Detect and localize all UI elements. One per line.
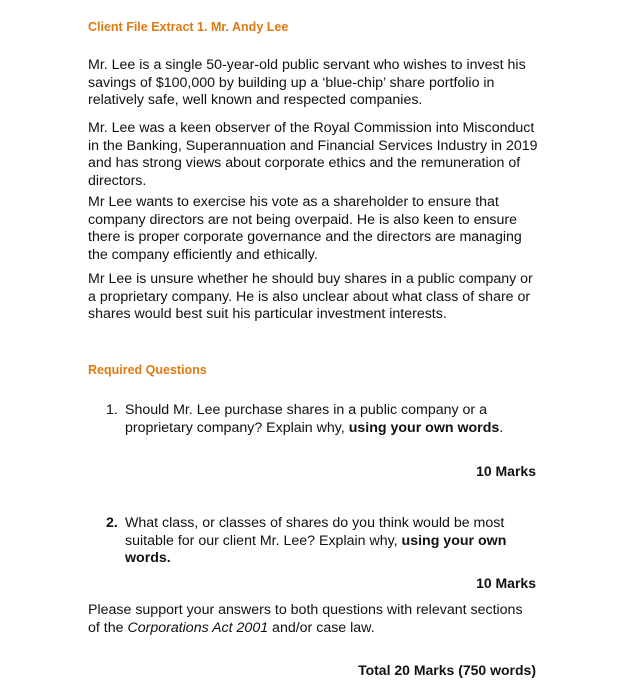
- extract-title: Client File Extract 1. Mr. Andy Lee: [88, 20, 289, 34]
- question-1-tail: .: [499, 419, 504, 436]
- paragraph-3: Mr Lee wants to exercise his vote as a shareholder to ensure that company directors are not being overpaid. He is also keen to ensure there is proper corporate governance and the directors are managing the company efficiently and ethically.: [88, 194, 522, 263]
- support-note-after: and/or case law.: [268, 619, 375, 636]
- paragraph-2: Mr. Lee was a keen observer of the Royal Commission into Misconduct in the Banking, Superannuation and Financial Services Industry in 2019 and has strong views about corporate ethics and the remuneration of directors.: [88, 120, 538, 189]
- questions-title: Required Questions: [88, 363, 207, 377]
- question-2-text: [106, 515, 526, 568]
- question-1-emphasis: using your own words: [348, 419, 500, 436]
- support-note-before: Please support your answers to both questions with relevant sections of the: [88, 602, 523, 636]
- paragraph-1: Mr. Lee is a single 50-year-old public servant who wishes to invest his savings of $100,000 by building up a ‘blue-chip’ share portfolio in relatively safe, well known and respected companies.: [88, 57, 526, 109]
- support-note: [88, 602, 538, 637]
- question-1-body: Should Mr. Lee purchase shares in a public company or a proprietary company? Explain why,: [125, 402, 487, 436]
- question-2-number: 2.: [106, 515, 118, 531]
- question-2: [106, 515, 526, 568]
- question-1-marks: 10 Marks: [476, 463, 536, 479]
- total-marks: Total 20 Marks (750 words): [358, 662, 536, 678]
- question-2-body: What class, or classes of shares do you think would be most suitable for our client Mr. Lee? Explain why,: [125, 515, 505, 549]
- support-note-act: Corporations Act 2001: [127, 619, 269, 636]
- paragraph-4: Mr Lee is unsure whether he should buy shares in a public company or a proprietary company. He is also unclear about what class of share or shares would best suit his particular investment interests.: [88, 271, 533, 323]
- question-2-marks: 10 Marks: [476, 575, 536, 591]
- question-2-emphasis: using your own words.: [125, 532, 507, 567]
- question-1-text: [106, 402, 526, 437]
- question-1-number: 1.: [106, 402, 118, 418]
- question-1: [106, 402, 526, 437]
